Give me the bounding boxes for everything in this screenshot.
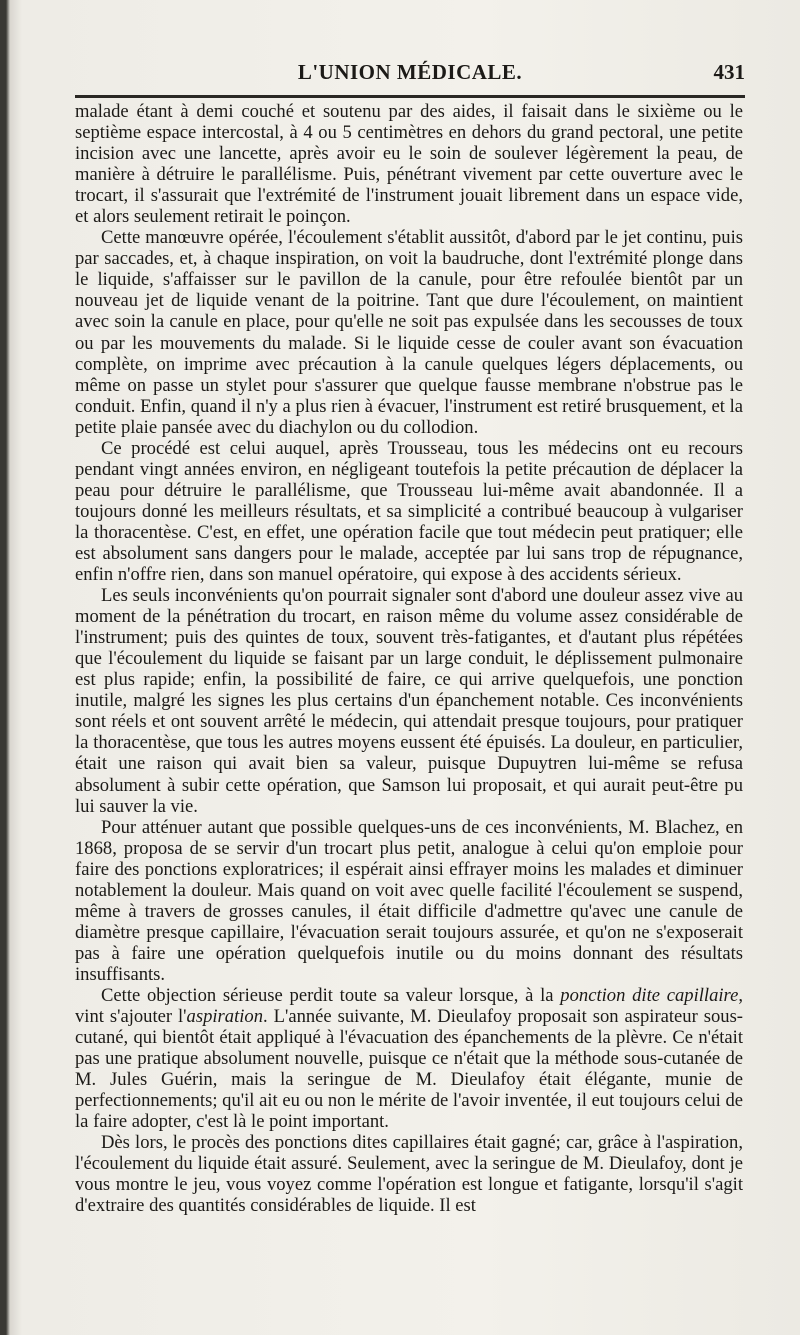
- italic-term: aspiration: [186, 1006, 264, 1028]
- italic-term: ponction dite capillaire: [560, 984, 739, 1006]
- paragraph-text: Ce procédé est celui auquel, après Trousseau, tous les médecins ont eu recours pendant vingt années environ, en négligeant toutefois la petite précaution de déplacer la peau pour détruire le parallélisme, que Trousseau lui-même avait abandonnée. Il a toujours donné les meilleurs résultats, et sa simplicité a contribué beaucoup à vulgariser la thoracentèse. C'est, en effet, une opération facile que tout médecin peut pratiquer; elle est absolument sans dangers pour le malade, acceptée par lui sans trop de répugnance, enfin n'offre rien, dans son manuel opératoire, qui expose à des accidents sérieux.: [75, 437, 743, 586]
- paragraph-text: Cette manœuvre opérée, l'écoulement s'établit aussitôt, d'abord par le jet continu, puis par saccades, et, à chaque inspiration, on voit la baudruche, dont l'extrémité plonge dans le liquide, s'affaisser sur le pavillon de la canule, pour être refoulée bientôt par un nouveau jet de liquide venant de la poitrine. Tant que dure l'écoulement, on maintient avec soin la canule en place, pour qu'elle ne soit pas expulsée dans les secousses de toux ou par les mouvements du malade. Si le liquide cesse de couler avant son évacuation complète, on imprime avec précaution à la canule quelques légers déplacements, ou même on passe un stylet pour s'assurer que quelque fausse membrane n'obstrue pas le conduit. Enfin, quand il n'y a plus rien à évacuer, l'instrument est retiré brusquement, et la petite plaie pansée avec du diachylon ou du collodion.: [75, 227, 743, 438]
- paragraph: [75, 985, 743, 1132]
- paragraph-text: Pour atténuer autant que possible quelques-uns de ces inconvénients, M. Blachez, en 1868, proposa de se servir d'un trocart plus petit, analogue à celui qu'on emploie pour faire des ponctions exploratrices; il espérait ainsi effrayer moins les malades et diminuer notablement la douleur. Mais quand on voit avec quelle facilité l'écoulement se suspend, même à travers de grosses canules, il était difficile d'admettre qu'avec une canule de diamètre presque capillaire, l'évacuation serait toujours assurée, et qu'on ne s'exposerait pas à faire une opération quelquefois inutile ou du moins donnant des résultats insuffisants.: [75, 816, 743, 985]
- paragraph: [75, 1132, 743, 1216]
- paragraph-text: malade étant à demi couché et soutenu par des aides, il faisait dans le sixième ou le septième espace intercostal, à 4 ou 5 centimètres en dehors du grand pectoral, une petite incision avec une lancette, après avoir eu le soin de soulever légèrement la peau, de manière à détruire le parallélisme. Puis, pénétrant vivement par cette ouverture avec le trocart, il s'assurait que l'extrémité de l'instrument jouait librement dans un espace vide, et alors seulement retirait le poinçon.: [75, 101, 743, 228]
- paragraph: [75, 227, 743, 437]
- paragraph: [75, 101, 743, 227]
- paragraph-text: Les seuls inconvénients qu'on pourrait signaler sont d'abord une douleur assez vive au moment de la pénétration du trocart, en raison même du volume assez considérable de l'instrument; puis des quintes de toux, souvent très-fatigantes, et d'autant plus répétées que l'écoulement du liquide se faisant par un large conduit, le déplissement pulmonaire est plus rapide; enfin, la possibilité de faire, ce qui arrive quelquefois, une ponction inutile, malgré les signes les plus certains d'un épanchement notable. Ces inconvénients sont réels et ont souvent arrêté le médecin, qui attendait presque toujours, pour pratiquer la thoracentèse, que tous les autres moyens eussent été épuisés. La douleur, en particulier, était une raison qui avait bien sa valeur, puisque Dupuytren lui-même se refusa absolument à subir cette opération, que Samson lui proposait, et qui aurait peut-être pu lui sauver la vie.: [75, 585, 743, 817]
- body-text: [75, 101, 743, 1216]
- paragraph-text: . L'année suivante, M. Dieulafoy proposait son aspirateur sous-cutané, qui bientôt était appliqué à l'évacuation des épanchements de la plèvre. Ce n'était pas une pratique absolument nouvelle, puisque ce n'était que la méthode sous-cutanée de M. Jules Guérin, mais la seringue de M. Dieulafoy était élégante, munie de perfectionnements; qu'il ait eu ou non le mérite de l'avoir inventée, il eut toujours celui de la faire adopter, c'est là le point important.: [75, 1006, 743, 1133]
- page-number: 431: [713, 60, 745, 84]
- paragraph: [75, 438, 743, 585]
- paragraph: [75, 585, 743, 817]
- running-title: L'UNION MÉDICALE.: [297, 60, 523, 84]
- header-rule: [75, 95, 745, 98]
- page-header: [75, 60, 745, 92]
- paragraph-text: , vint s'ajouter l': [75, 984, 743, 1028]
- paragraph: [75, 817, 743, 985]
- paragraph-text: Cette objection sérieuse perdit toute sa valeur lorsque, à la: [101, 984, 561, 1006]
- paragraph-text: Dès lors, le procès des ponctions dites capillaires était gagné; car, grâce à l'aspiration, l'écoulement du liquide était assuré. Seulement, avec la seringue de M. Dieulafoy, dont je vous montre le jeu, vous voyez comme l'opération est longue et fatigante, lorsqu'il s'agit d'extraire des quantités considérables de liquide. Il est: [75, 1132, 743, 1217]
